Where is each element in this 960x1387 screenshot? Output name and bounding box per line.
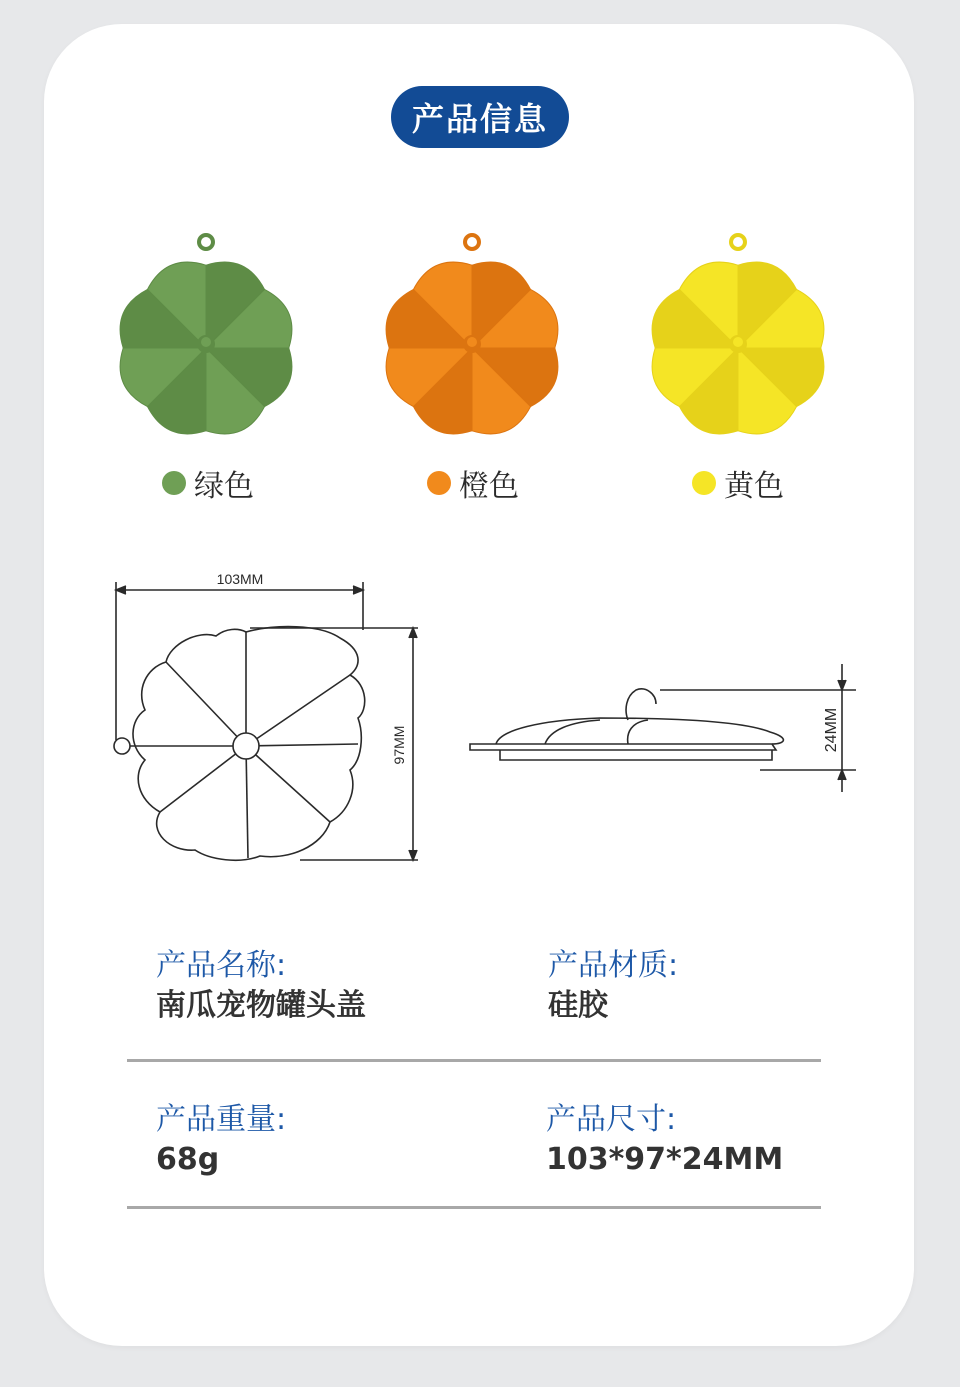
spec-size <box>546 1100 783 1180</box>
yellow-dot-icon <box>692 471 716 495</box>
depth-label: 24MM <box>823 707 840 753</box>
color-label: 黄色 <box>724 469 784 504</box>
spec-material <box>548 946 678 1026</box>
spec-weight <box>156 1100 286 1180</box>
green-lid-image <box>108 232 304 444</box>
spec-key: 产品重量: <box>156 1102 287 1137</box>
spec-value: 南瓜宠物罐头盖 <box>156 988 366 1023</box>
color-option-green <box>162 460 254 506</box>
color-option-yellow <box>692 460 784 506</box>
spec-value: 103*97*24MM <box>546 1142 784 1177</box>
divider <box>127 1059 821 1062</box>
dimension-drawing <box>100 560 870 880</box>
top-view-outline <box>114 627 365 861</box>
width-label: 103MM <box>216 571 264 587</box>
orange-lid-image <box>374 232 570 444</box>
spec-value: 68g <box>156 1142 220 1177</box>
spec-key: 产品材质: <box>548 948 679 983</box>
spec-value: 硅胶 <box>548 988 608 1023</box>
spec-key: 产品名称: <box>156 948 287 983</box>
color-label: 绿色 <box>194 469 254 504</box>
yellow-lid-image <box>640 232 836 444</box>
spec-product-name <box>156 946 366 1026</box>
green-dot-icon <box>162 471 186 495</box>
color-option-orange <box>427 460 519 506</box>
divider <box>127 1206 821 1209</box>
spec-key: 产品尺寸: <box>546 1102 677 1137</box>
height-label: 97MM <box>391 725 407 765</box>
orange-dot-icon <box>427 471 451 495</box>
color-label: 橙色 <box>459 469 519 504</box>
section-title-badge: 产品信息 <box>391 86 569 148</box>
